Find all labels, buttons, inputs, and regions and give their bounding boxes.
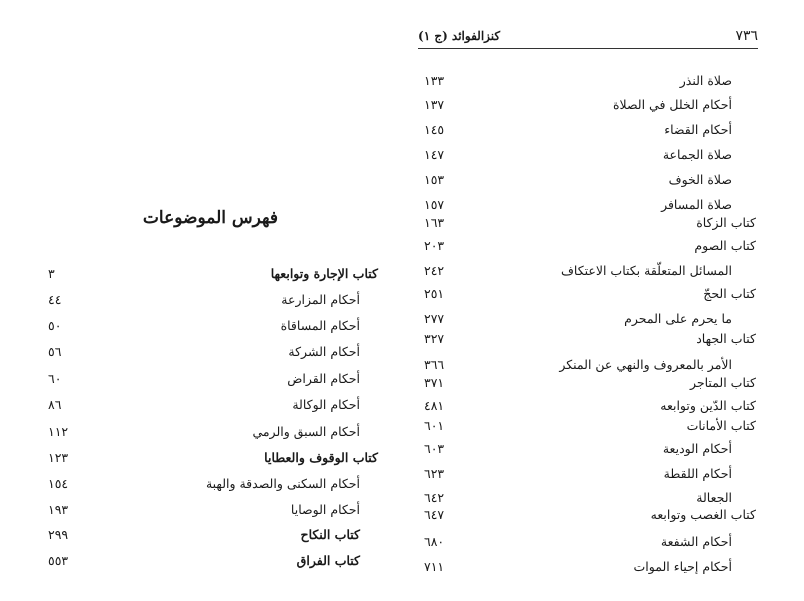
toc-entry-page: ١٢٣ <box>48 450 69 465</box>
toc-entry <box>420 465 756 483</box>
toc-entry-page: ٦٠ <box>48 371 62 386</box>
toc-entry-title: كتاب الإجارة وتوابعها <box>270 266 378 281</box>
toc-entry-title: أحكام القراض <box>287 371 360 386</box>
toc-entry-title: أحكام الوديعة <box>662 441 732 456</box>
toc-entry-title: صلاة الخوف <box>668 172 732 187</box>
toc-entry-title: كتاب الجهاد <box>696 331 756 346</box>
toc-entry <box>48 449 378 467</box>
toc-entry <box>420 440 756 458</box>
toc-entry <box>48 317 378 335</box>
toc-entry-title: صلاة الجماعة <box>662 147 732 162</box>
toc-entry <box>420 146 756 164</box>
toc-entry-title: كتاب الحجّ <box>703 286 756 301</box>
toc-entry <box>420 310 756 328</box>
toc-entry-page: ١٤٧ <box>424 147 445 162</box>
toc-entry-page: ٦٠١ <box>424 418 445 433</box>
toc-entry <box>420 121 756 139</box>
index-title: فهرس الموضوعات <box>142 208 278 228</box>
toc-entry <box>48 396 378 414</box>
toc-entry-title: كتاب الغصب وتوابعه <box>650 507 756 522</box>
toc-entry-page: ١١٢ <box>48 424 69 439</box>
toc-entry-page: ٧١١ <box>424 559 445 574</box>
toc-entry-page: ١٥٧ <box>424 197 445 212</box>
toc-entry <box>48 291 378 309</box>
toc-entry-title: الجعالة <box>696 490 732 505</box>
toc-entry-page: ٢٥١ <box>424 286 445 301</box>
toc-entry <box>48 343 378 361</box>
toc-entry <box>420 489 756 507</box>
toc-entry <box>420 397 756 415</box>
toc-entry <box>420 374 756 392</box>
toc-entry-title: كتاب النكاح <box>300 527 360 542</box>
toc-entry-title: أحكام القضاء <box>664 122 732 137</box>
toc-entry-title: أحكام الشفعة <box>660 534 732 549</box>
toc-entry-page: ٥٠ <box>48 318 62 333</box>
toc-entry <box>420 417 756 435</box>
toc-entry <box>420 214 756 232</box>
toc-entry-page: ٢٩٩ <box>48 527 69 542</box>
toc-entry-title: الأمر بالمعروف والنهي عن المنكر <box>559 357 732 372</box>
toc-entry <box>48 552 378 570</box>
toc-entry <box>420 506 756 524</box>
toc-entry-page: ٣٦٦ <box>424 357 445 372</box>
toc-entry <box>420 558 756 576</box>
toc-entry <box>420 533 756 551</box>
toc-entry-title: كتاب الدّين وتوابعه <box>660 398 756 413</box>
toc-entry-page: ١٥٣ <box>424 172 445 187</box>
toc-entry-title: كتاب الفراق <box>296 553 360 568</box>
toc-entry-page: ٦٢٣ <box>424 466 445 481</box>
toc-entry-page: ٣٢٧ <box>424 331 445 346</box>
toc-entry <box>48 265 378 283</box>
page-number: ٧٣٦ <box>735 28 758 44</box>
toc-entry-title: أحكام الوكالة <box>292 397 360 412</box>
toc-entry-page: ٦٨٠ <box>424 534 445 549</box>
toc-entry <box>420 285 756 303</box>
toc-entry-page: ٦٤٢ <box>424 490 445 505</box>
toc-entry <box>420 72 756 90</box>
toc-entry-page: ٥٦ <box>48 344 62 359</box>
toc-entry-title: كتاب الزكاة <box>696 215 756 230</box>
toc-entry-title: صلاة النذر <box>679 73 732 88</box>
toc-entry <box>420 356 756 374</box>
toc-entry-page: ٢٤٢ <box>424 263 445 278</box>
toc-entry-page: ٤٤ <box>48 292 62 307</box>
toc-entry-title: أحكام الشركة <box>288 344 360 359</box>
toc-entry-page: ٦٤٧ <box>424 507 445 522</box>
toc-entry-title: أحكام السكنى والصدقة والهبة <box>205 476 360 491</box>
toc-entry-page: ١٣٧ <box>424 97 445 112</box>
toc-entry-title: أحكام المزارعة <box>281 292 360 307</box>
toc-entry <box>48 501 378 519</box>
toc-entry-title: أحكام السبق والرمي <box>252 424 360 439</box>
toc-entry-page: ٣٧١ <box>424 375 445 390</box>
toc-entry-title: كتاب الوقوف والعطايا <box>264 450 378 465</box>
toc-entry-title: أحكام إحياء الموات <box>633 559 732 574</box>
toc-entry <box>420 96 756 114</box>
toc-entry-title: أحكام الخلل في الصلاة <box>612 97 732 112</box>
toc-entry <box>420 171 756 189</box>
toc-entry-title: المسائل المتعلّقة بكتاب الاعتكاف <box>560 263 732 278</box>
toc-entry-title: أحكام الوصايا <box>290 502 360 517</box>
toc-entry <box>420 237 756 255</box>
toc-entry-page: ١٣٣ <box>424 73 445 88</box>
toc-entry-title: كتاب المتاجر <box>690 375 756 390</box>
toc-entry-page: ٢٠٣ <box>424 238 445 253</box>
toc-entry <box>420 196 756 214</box>
toc-entry-page: ١٥٤ <box>48 476 69 491</box>
toc-entry <box>420 330 756 348</box>
toc-entry-page: ٢٧٧ <box>424 311 445 326</box>
toc-entry <box>48 475 378 493</box>
running-title: كنزالفوائد (ج ١) <box>418 29 501 43</box>
toc-entry-title: صلاة المسافر <box>661 197 732 212</box>
toc-entry-page: ١٤٥ <box>424 122 445 137</box>
toc-entry <box>48 370 378 388</box>
toc-entry-page: ٣ <box>48 266 55 281</box>
toc-entry-page: ١٦٣ <box>424 215 445 230</box>
toc-entry-title: أحكام المساقاة <box>280 318 360 333</box>
toc-entry-title: كتاب الصوم <box>694 238 756 253</box>
toc-entry <box>420 262 756 280</box>
toc-entry <box>48 423 378 441</box>
toc-entry-page: ٦٠٣ <box>424 441 445 456</box>
toc-entry <box>48 526 378 544</box>
toc-entry-title: أحكام اللقطة <box>663 466 732 481</box>
toc-entry-page: ٥٥٣ <box>48 553 69 568</box>
toc-entry-title: ما يحرم على المحرم <box>624 311 732 326</box>
toc-entry-page: ٨٦ <box>48 397 62 412</box>
toc-entry-title: كتاب الأمانات <box>686 418 756 433</box>
toc-entry-page: ١٩٣ <box>48 502 69 517</box>
toc-entry-page: ٤٨١ <box>424 398 445 413</box>
page-header <box>418 28 758 49</box>
